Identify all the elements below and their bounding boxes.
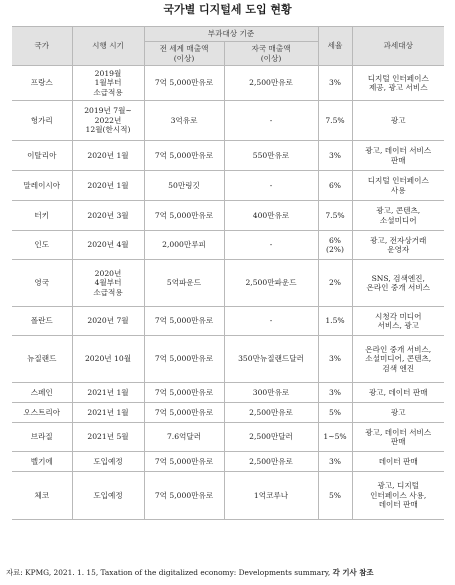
cell-start: 2020년 1월 — [72, 141, 144, 171]
cell-target: 광고, 콘텐츠, 소셜미디어 — [352, 201, 444, 231]
header-rate: 세율 — [318, 27, 352, 66]
cell-country: 헝가리 — [12, 101, 72, 141]
table-row — [12, 383, 444, 403]
cell-country: 뉴질랜드 — [12, 336, 72, 383]
cell-rate: 2% — [318, 260, 352, 307]
table-row — [12, 452, 444, 472]
cell-country: 폴란드 — [12, 307, 72, 336]
cell-target: 온라인 중개 서비스, 소셜미디어, 콘텐츠, 검색 엔진 — [352, 336, 444, 383]
cell-global: 7억 5,000만유로 — [144, 66, 224, 101]
table-row — [12, 171, 444, 201]
cell-start: 2019년 7월~ 2022년 12월(한시적) — [72, 101, 144, 141]
cell-domestic: 2,500만유로 — [224, 66, 318, 101]
cell-rate: 3% — [318, 66, 352, 101]
cell-start: 도입예정 — [72, 472, 144, 520]
cell-rate: 7.5% — [318, 201, 352, 231]
cell-start: 2020년 4월부터 소급적용 — [72, 260, 144, 307]
cell-start: 2020년 1월 — [72, 171, 144, 201]
cell-domestic: 400만유로 — [224, 201, 318, 231]
cell-country: 영국 — [12, 260, 72, 307]
header-target: 과세대상 — [352, 27, 444, 66]
source-article-note: 각 기사 참조 — [332, 568, 374, 577]
cell-rate: 3% — [318, 336, 352, 383]
table-row — [12, 423, 444, 452]
table-row — [12, 472, 444, 520]
cell-domestic: 2,500만유로 — [224, 403, 318, 423]
cell-start: 2020년 4월 — [72, 231, 144, 260]
cell-domestic: 2,500만달러 — [224, 423, 318, 452]
cell-domestic: 550만유로 — [224, 141, 318, 171]
cell-domestic: - — [224, 101, 318, 141]
cell-global: 7.6억달러 — [144, 423, 224, 452]
table-row — [12, 403, 444, 423]
cell-domestic: 2,500만유로 — [224, 452, 318, 472]
cell-rate: 3% — [318, 141, 352, 171]
cell-target: 광고, 데이터 서비스 판매 — [352, 141, 444, 171]
cell-global: 7억 5,000만유로 — [144, 201, 224, 231]
cell-target: 광고 — [352, 101, 444, 141]
table-row — [12, 336, 444, 383]
cell-country: 체코 — [12, 472, 72, 520]
cell-start: 2021년 1월 — [72, 383, 144, 403]
header-global-revenue: 전 세계 매출액 (이상) — [144, 42, 224, 66]
cell-start: 도입예정 — [72, 452, 144, 472]
cell-target: 디지털 인터페이스 제공, 광고 서비스 — [352, 66, 444, 101]
table-row — [12, 66, 444, 101]
table-row — [12, 260, 444, 307]
source-note — [6, 567, 451, 579]
cell-global: 7억 5,000만유로 — [144, 141, 224, 171]
cell-rate: 6% (2%) — [318, 231, 352, 260]
cell-domestic: - — [224, 171, 318, 201]
cell-start: 2019월 1월부터 소급적용 — [72, 66, 144, 101]
cell-country: 이탈리아 — [12, 141, 72, 171]
cell-rate: 5% — [318, 403, 352, 423]
header-country: 국가 — [12, 27, 72, 66]
header-start: 시행 시기 — [72, 27, 144, 66]
cell-rate: 1~5% — [318, 423, 352, 452]
table-body — [12, 66, 444, 520]
cell-domestic: 2,500만파운드 — [224, 260, 318, 307]
cell-target: 광고, 디지털 인터페이스 사용, 데이터 판매 — [352, 472, 444, 520]
table-row — [12, 141, 444, 171]
table-row — [12, 307, 444, 336]
table-row — [12, 201, 444, 231]
cell-country: 말레이시아 — [12, 171, 72, 201]
cell-start: 2021년 1월 — [72, 403, 144, 423]
cell-target: SNS, 검색엔진, 온라인 중개 서비스 — [352, 260, 444, 307]
cell-global: 50만링깃 — [144, 171, 224, 201]
cell-rate: 3% — [318, 452, 352, 472]
cell-rate: 5% — [318, 472, 352, 520]
digital-tax-table — [12, 26, 444, 520]
cell-global: 7억 5,000만유로 — [144, 472, 224, 520]
table-row — [12, 101, 444, 141]
cell-domestic: 1억코루나 — [224, 472, 318, 520]
cell-country: 오스트리아 — [12, 403, 72, 423]
cell-start: 2020년 3월 — [72, 201, 144, 231]
cell-rate: 7.5% — [318, 101, 352, 141]
header-domestic-revenue: 자국 매출액 (이상) — [224, 42, 318, 66]
cell-target: 데이터 판매 — [352, 452, 444, 472]
cell-domestic: - — [224, 231, 318, 260]
cell-country: 스페인 — [12, 383, 72, 403]
cell-target: 광고, 데이터 판매 — [352, 383, 444, 403]
cell-global: 5억파운드 — [144, 260, 224, 307]
table-header — [12, 27, 444, 66]
table-row — [12, 231, 444, 260]
cell-global: 7억 5,000만유로 — [144, 307, 224, 336]
cell-rate: 3% — [318, 383, 352, 403]
cell-domestic: 350만뉴질랜드달러 — [224, 336, 318, 383]
header-threshold: 부과대상 기준 — [144, 27, 318, 42]
cell-start: 2020년 7월 — [72, 307, 144, 336]
cell-rate: 1.5% — [318, 307, 352, 336]
cell-domestic: 300만유로 — [224, 383, 318, 403]
cell-global: 7억 5,000만유로 — [144, 383, 224, 403]
cell-start: 2021년 5월 — [72, 423, 144, 452]
cell-start: 2020년 10월 — [72, 336, 144, 383]
cell-global: 3억유로 — [144, 101, 224, 141]
cell-country: 프랑스 — [12, 66, 72, 101]
cell-rate: 6% — [318, 171, 352, 201]
cell-country: 벨기에 — [12, 452, 72, 472]
cell-global: 2,000만루피 — [144, 231, 224, 260]
cell-target: 광고, 전자상거래 운영자 — [352, 231, 444, 260]
cell-country: 인도 — [12, 231, 72, 260]
cell-target: 광고, 데이터 서비스 판매 — [352, 423, 444, 452]
cell-target: 광고 — [352, 403, 444, 423]
cell-domestic: - — [224, 307, 318, 336]
cell-global: 7억 5,000만유로 — [144, 403, 224, 423]
table-title: 국가별 디지털세 도입 현황 — [163, 3, 292, 16]
cell-target: 시청각 미디어 서비스, 광고 — [352, 307, 444, 336]
cell-global: 7억 5,000만유로 — [144, 452, 224, 472]
source-text: 자료: KPMG, 2021. 1. 15, Taxation of the digitalized economy: Developments summary, — [6, 568, 333, 577]
cell-target: 디지털 인터페이스 사용 — [352, 171, 444, 201]
cell-country: 브라질 — [12, 423, 72, 452]
cell-global: 7억 5,000만유로 — [144, 336, 224, 383]
cell-country: 터키 — [12, 201, 72, 231]
